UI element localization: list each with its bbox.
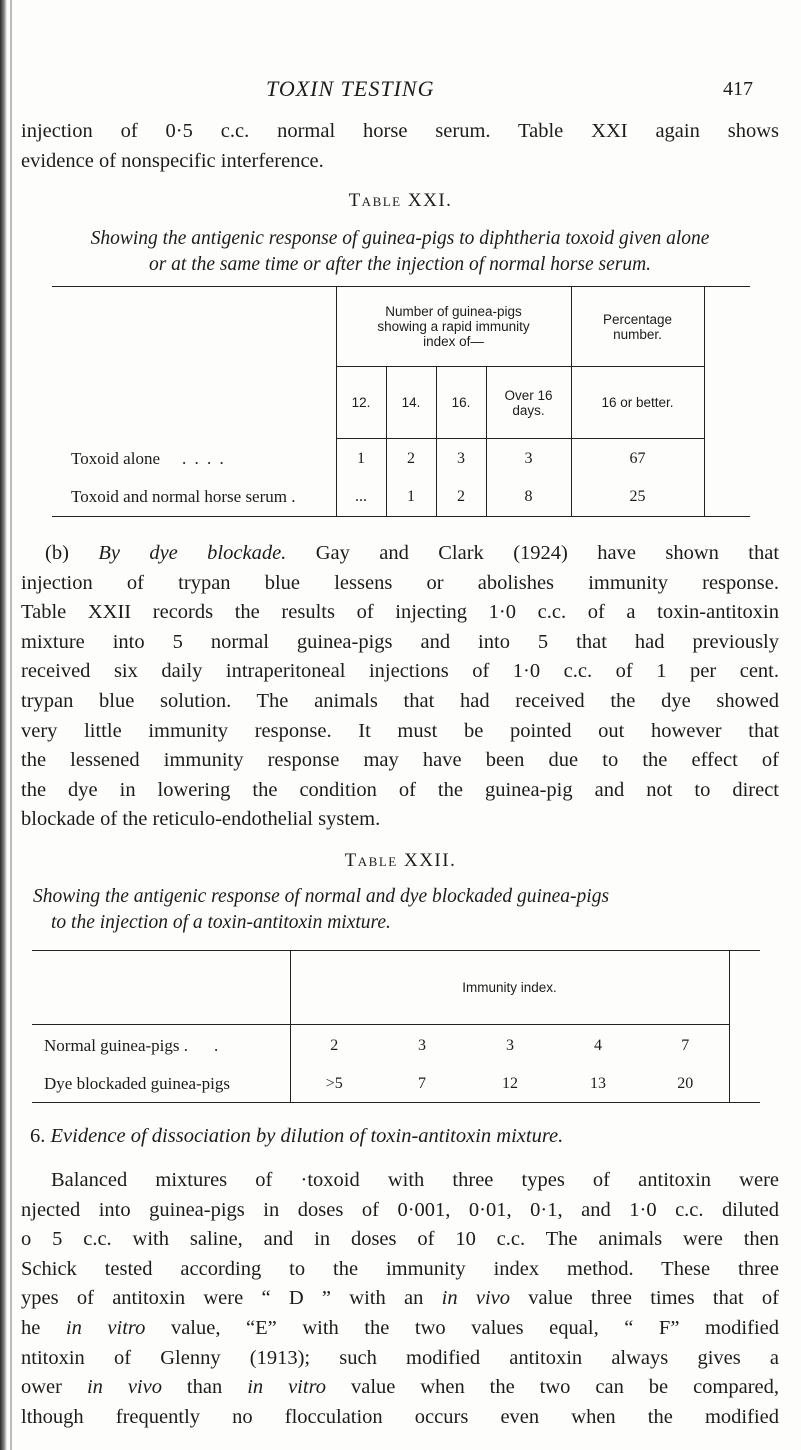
table-cell: 3 (436, 439, 486, 479)
table-21-corner (52, 287, 336, 439)
table-cell: 3 (506, 1036, 514, 1054)
intro-paragraph (21, 117, 779, 176)
table-22-corner (32, 951, 290, 1025)
text-line: o 5 c.c. with saline, and in doses of 10 c.c. The animals were then (21, 1228, 779, 1251)
table-21-col-header: 12. (336, 367, 386, 439)
text-line: Table XXII records the results of injecting 1·0 c.c. of a toxin-antitoxin (21, 601, 779, 624)
text-line: trypan blue solution. The animals that had received the dye showed (21, 689, 779, 712)
row-label (52, 479, 336, 517)
table-row (52, 439, 750, 479)
table-21-title: Table XXI. (348, 190, 453, 211)
caption-line: Showing the antigenic response of guinea-pigs to diphtheria toxoid given alone (90, 228, 710, 249)
table-cell: >5 (325, 1075, 343, 1093)
table-cell-percentage: 67 (571, 439, 704, 479)
paragraph-b (21, 539, 779, 835)
text-line: lthough frequently no flocculation occurs even when the modified (21, 1405, 779, 1428)
caption-line: or at the same time or after the injection of normal horse serum. (148, 254, 652, 275)
table-cell: 3 (418, 1036, 426, 1054)
text-line: he in vitro value, “E” with the two values equal, “ F” modified (21, 1316, 779, 1339)
table-row (32, 1025, 760, 1067)
text-line: (b) By dye blockade. Gay and Clark (1924) have shown that (45, 542, 780, 564)
row-label-text: Toxoid alone (71, 448, 160, 468)
table-22-header: Immunity index. (290, 951, 729, 1025)
section-title: Evidence of dissociation by dilution of toxin-antitoxin mixture. (50, 1125, 564, 1147)
table-21-spacer (704, 287, 750, 367)
text-line: the lessened immunity response may have been due to the effect of (21, 749, 779, 772)
table-21 (52, 286, 750, 517)
table-21-col-header: 16. (436, 367, 486, 439)
page-number: 417 (723, 78, 753, 100)
text-line: Schick tested according to the immunity index method. These three (21, 1257, 779, 1280)
table-cell: 2 (386, 439, 436, 479)
table-row (32, 1067, 760, 1103)
table-cell: 7 (418, 1075, 426, 1093)
table-22-spacer (729, 951, 760, 1025)
table-22-spacer (729, 1025, 760, 1067)
paragraph-6 (21, 1166, 779, 1432)
table-cell: 20 (642, 1067, 729, 1103)
table-22-title: Table XXII. (344, 850, 457, 871)
table-cell-percentage: 25 (571, 479, 704, 517)
table-cell: 13 (590, 1075, 606, 1093)
text-line: very little immunity response. It must be pointed out however that (21, 719, 779, 742)
table-21-percentage-sub: 16 or better. (571, 367, 704, 439)
table-cell: 8 (486, 479, 571, 517)
table-21-col-header: 14. (386, 367, 436, 439)
table-cell: 1 (336, 439, 386, 479)
table-21-col-header: Over 16 days. (486, 367, 571, 439)
page-binding-line (10, 0, 12, 1450)
table-cell: 4 (594, 1036, 602, 1054)
text-line: the dye in lowering the condition of the guinea-pig and not to direct (21, 778, 779, 801)
table-21-caption (30, 226, 770, 278)
text-line: ntitoxin of Glenny (1913); such modified antitoxin always gives a (21, 1346, 779, 1369)
text-line: injection of trypan blue lessens or abolishes immunity response. (21, 571, 779, 594)
text-line: mixture into 5 normal guinea-pigs and into 5 that had previously (21, 630, 779, 653)
caption-line: Showing the antigenic response of normal and dye blockaded guinea-pigs (33, 886, 610, 907)
table-22 (32, 950, 760, 1103)
caption-line: to the injection of a toxin-antitoxin mixture. (51, 912, 391, 933)
table-cell: 3 (486, 439, 571, 479)
table-row (52, 479, 750, 517)
text-line: ower in vivo than in vitro value when the two can be compared, (21, 1376, 780, 1399)
table-cell: ... (336, 479, 386, 517)
inline-italic: By dye blockade. (98, 542, 287, 564)
page-binding-shadow (0, 0, 7, 1450)
row-label-text: Toxoid and normal horse serum . (71, 487, 296, 507)
table-21-spacer (704, 439, 750, 479)
table-22-spacer (729, 1067, 760, 1103)
section-number: 6. (30, 1125, 46, 1147)
text-line: evidence of nonspecific interference. (21, 149, 324, 172)
table-21-group-header: Number of guinea-pigs showing a rapid immunity index of— (336, 287, 571, 367)
row-label (52, 439, 336, 479)
dot-leader: . (214, 1035, 219, 1055)
text-line: injection of 0·5 c.c. normal horse serum. Table XXI again shows (21, 120, 779, 142)
table-21-percentage-header: Percentage number. (571, 287, 704, 367)
text-line: Balanced mixtures of ·toxoid with three types of antitoxin were (51, 1169, 779, 1191)
table-cell: 2 (436, 479, 486, 517)
page-header (0, 76, 801, 106)
text-line: ypes of antitoxin were “ D ” with an in vivo value three times that of (21, 1287, 780, 1310)
table-cell: 2 (330, 1036, 339, 1054)
dot-leader: . . . . (181, 448, 226, 468)
section-6-heading (30, 1125, 563, 1148)
row-label (32, 1025, 290, 1067)
row-label (32, 1067, 290, 1103)
table-cell: 7 (642, 1025, 729, 1067)
table-cell: 1 (386, 479, 436, 517)
text-fragment: Gay and Clark (1924) have shown that (315, 542, 780, 564)
row-label-text: Normal guinea-pigs . (44, 1035, 188, 1055)
table-cell: 12 (502, 1075, 518, 1093)
running-title: TOXIN TESTING (266, 76, 435, 101)
table-22-caption (25, 884, 773, 936)
row-label-text: Dye blockaded guinea-pigs (44, 1074, 230, 1094)
table-21-spacer (704, 479, 750, 517)
text-line: received six daily intraperitoneal injections of 1·0 c.c. of 1 per cent. (21, 660, 779, 683)
text-line: blockade of the reticulo-endothelial system. (21, 808, 381, 831)
text-line: njected into guinea-pigs in doses of 0·001, 0·01, 0·1, and 1·0 c.c. diluted (21, 1198, 779, 1221)
table-21-spacer (704, 367, 750, 439)
